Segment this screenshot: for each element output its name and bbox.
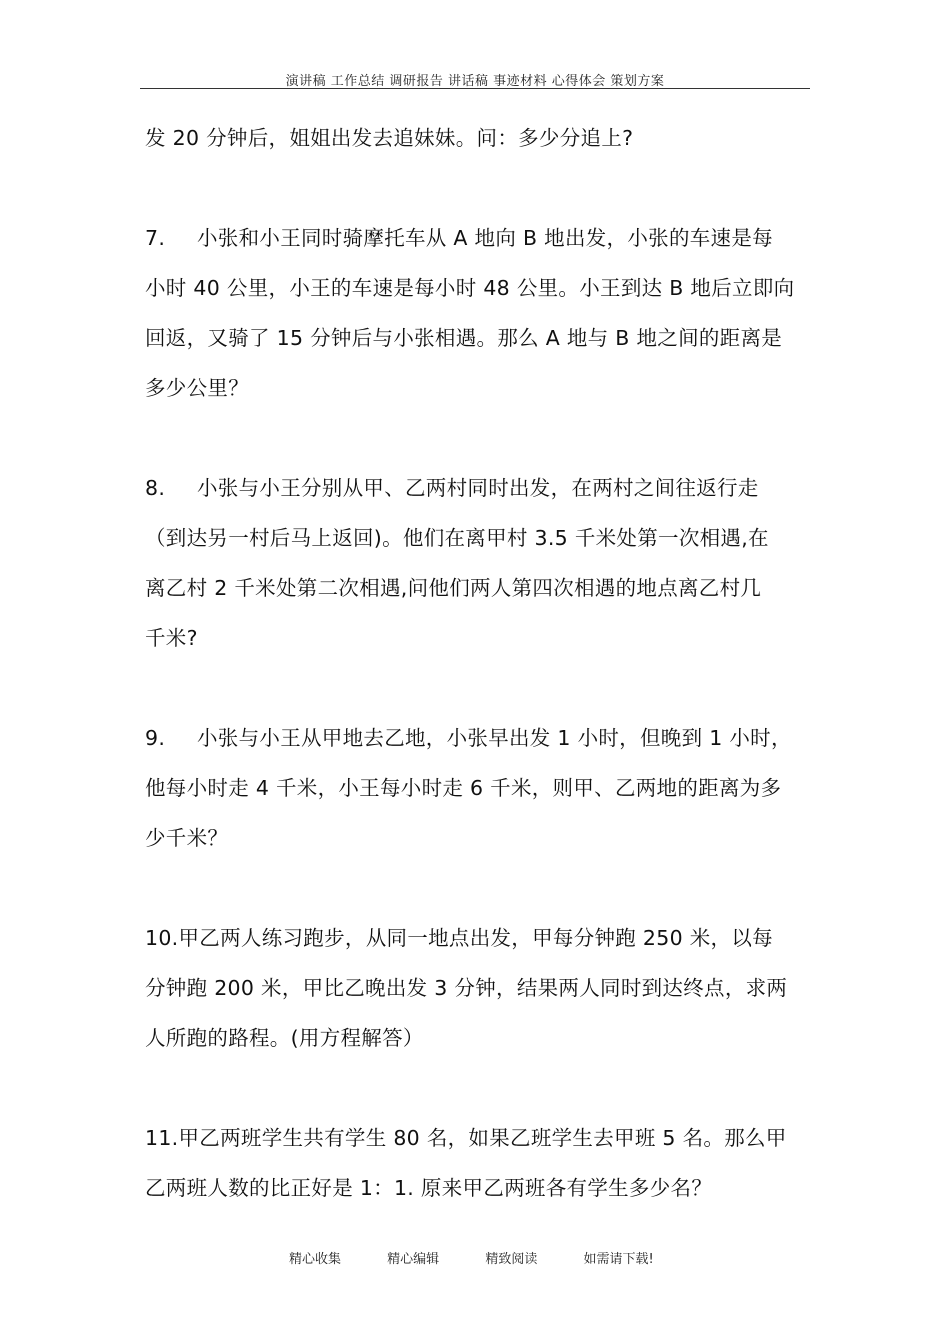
- footer-item: 精心收集: [289, 1252, 342, 1267]
- page-header: 演讲稿 工作总结 调研报告 讲话稿 事迹材料 心得体会 策划方案: [285, 74, 665, 89]
- footer-item: 精致阅读: [485, 1252, 538, 1267]
- question-9-number: 9.: [145, 726, 166, 750]
- question-10-line-3: 人所跑的路程。(用方程解答）: [145, 1026, 424, 1050]
- question-9-line-1: [145, 713, 810, 763]
- spacer: [145, 413, 810, 463]
- question-7-line-1: [145, 213, 810, 263]
- footer-item: 如需请下载!: [583, 1252, 654, 1267]
- question-8-number: 8.: [145, 476, 166, 500]
- question-8-line-4: 千米?: [145, 626, 198, 650]
- question-6-tail: 发 20 分钟后，姐姐出发去追妹妹。问：多少分追上?: [145, 126, 634, 150]
- question-11-line-2: 乙两班人数的比正好是 1：1. 原来甲乙两班各有学生多少名？: [145, 1176, 713, 1200]
- question-7-line-4: 多少公里？: [145, 376, 249, 400]
- document-body: [145, 113, 810, 1213]
- page-footer: [289, 1248, 696, 1267]
- question-11-line-1: 11.甲乙两班学生共有学生 80 名，如果乙班学生去甲班 5 名。那么甲: [145, 1126, 787, 1150]
- question-8-line-3: 离乙村 2 千米处第二次相遇,问他们两人第四次相遇的地点离乙村几: [145, 576, 762, 600]
- question-7-line-3: 回返，又骑了 15 分钟后与小张相遇。那么 A 地与 B 地之间的距离是: [145, 326, 783, 350]
- question-10-line-2: 分钟跑 200 米，甲比乙晚出发 3 分钟，结果两人同时到达终点，求两: [145, 976, 788, 1000]
- question-9-line-3: 少千米？: [145, 826, 229, 850]
- question-9-text: 小张与小王从甲地去乙地，小张早出发 1 小时，但晚到 1 小时，: [197, 726, 792, 750]
- question-7-line-2: 小时 40 公里，小王的车速是每小时 48 公里。小王到达 B 地后立即向: [145, 276, 795, 300]
- question-8-line-2: （到达另一村后马上返回)。他们在离甲村 3.5 千米处第一次相遇,在: [145, 526, 769, 550]
- question-8-line-1: [145, 463, 810, 513]
- question-7-number: 7.: [145, 226, 166, 250]
- footer-item: 精心编辑: [387, 1252, 440, 1267]
- spacer: [145, 863, 810, 913]
- spacer: [145, 1063, 810, 1113]
- spacer: [145, 663, 810, 713]
- question-8-text: 小张与小王分别从甲、乙两村同时出发，在两村之间往返行走: [197, 476, 759, 500]
- spacer: [145, 163, 810, 213]
- question-7-text: 小张和小王同时骑摩托车从 A 地向 B 地出发，小张的车速是每: [197, 226, 773, 250]
- question-9-line-2: 他每小时走 4 千米，小王每小时走 6 千米，则甲、乙两地的距离为多: [145, 776, 782, 800]
- question-10-line-1: 10.甲乙两人练习跑步，从同一地点出发，甲每分钟跑 250 米，以每: [145, 926, 773, 950]
- header-divider: [140, 88, 810, 89]
